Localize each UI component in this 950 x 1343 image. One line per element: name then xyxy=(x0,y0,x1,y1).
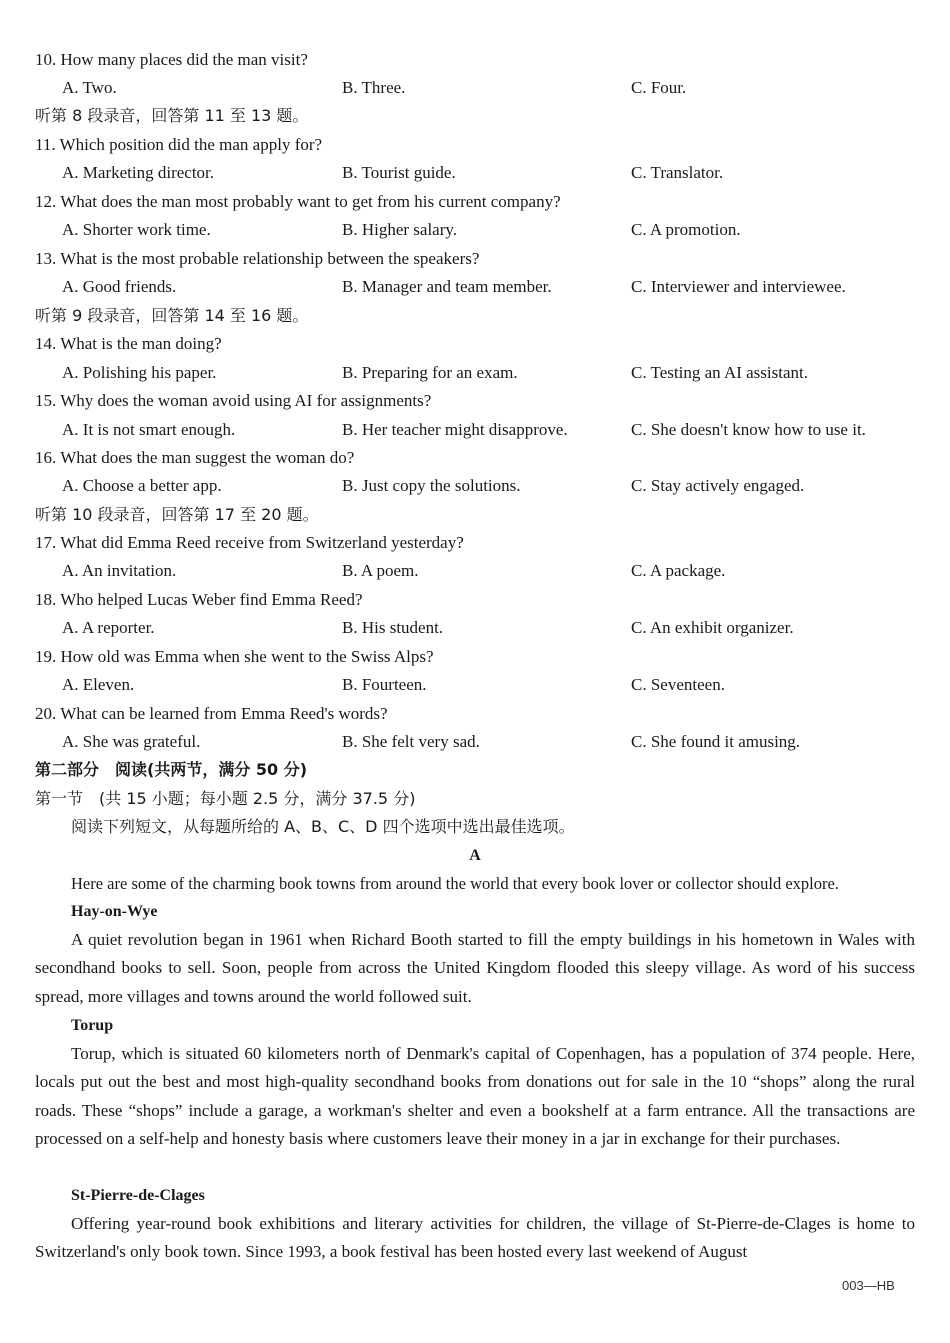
q18-option-c[interactable]: C. An exhibit organizer. xyxy=(631,618,794,637)
question-16-stem: 16. What does the man suggest the woman do? xyxy=(35,448,355,467)
question-14-options xyxy=(62,359,932,387)
question-19-options xyxy=(62,671,932,699)
q17-option-a[interactable]: A. An invitation. xyxy=(62,561,177,580)
section-8-instruction: 听第 8 段录音，回答第 11 至 13 题。 xyxy=(35,106,309,125)
q20-option-c[interactable]: C. She found it amusing. xyxy=(631,732,801,751)
q19-option-b[interactable]: B. Fourteen. xyxy=(342,675,427,694)
question-20-stem: 20. What can be learned from Emma Reed's words? xyxy=(35,704,388,723)
subheading-hay-on-wye: Hay-on-Wye xyxy=(71,903,158,920)
q17-option-b[interactable]: B. A poem. xyxy=(342,561,419,580)
q16-option-c[interactable]: C. Stay actively engaged. xyxy=(631,476,805,495)
page-code: 003—HB xyxy=(842,1278,895,1293)
question-15-options xyxy=(62,416,932,444)
q14-option-b[interactable]: B. Preparing for an exam. xyxy=(342,363,518,382)
subheading-torup: Torup xyxy=(71,1017,114,1034)
section-one-heading: 第一节 (共 15 小题；每小题 2.5 分，满分 37.5 分) xyxy=(35,789,416,808)
q20-option-a[interactable]: A. She was grateful. xyxy=(62,732,201,751)
paragraph-st-pierre-de-clages: Offering year-round book exhibitions and literary activities for children, the village of St-Pierre-de-Clages is home to Switzerland's only book town. Since 1993, a book festival has been hosted every last weekend of August xyxy=(35,1214,915,1262)
question-12-stem: 12. What does the man most probably want to get from his current company? xyxy=(35,192,561,211)
q13-option-a[interactable]: A. Good friends. xyxy=(62,277,177,296)
q18-option-a[interactable]: A. A reporter. xyxy=(62,618,155,637)
question-19-stem: 19. How old was Emma when she went to the Swiss Alps? xyxy=(35,647,434,666)
question-17-options xyxy=(62,557,932,585)
q17-option-c[interactable]: C. A package. xyxy=(631,561,726,580)
q12-option-c[interactable]: C. A promotion. xyxy=(631,220,741,239)
paragraph-hay-on-wye: A quiet revolution began in 1961 when Richard Booth started to fill the empty buildings in his hometown in Wales with secondhand books to sell. Soon, people from across the United Kingdom flooded this sleepy village. As word of his success spread, more villages and towns around the world followed suit. xyxy=(35,930,915,1006)
q12-option-b[interactable]: B. Higher salary. xyxy=(342,220,458,239)
question-17-stem: 17. What did Emma Reed receive from Switzerland yesterday? xyxy=(35,533,464,552)
q13-option-c[interactable]: C. Interviewer and interviewee. xyxy=(631,277,846,296)
question-18-stem: 18. Who helped Lucas Weber find Emma Reed? xyxy=(35,590,363,609)
question-13-stem: 13. What is the most probable relationship between the speakers? xyxy=(35,249,480,268)
q10-option-c[interactable]: C. Four. xyxy=(631,78,687,97)
q11-option-c[interactable]: C. Translator. xyxy=(631,163,724,182)
q19-option-c[interactable]: C. Seventeen. xyxy=(631,675,725,694)
question-18-options xyxy=(62,614,932,642)
q16-option-a[interactable]: A. Choose a better app. xyxy=(62,476,222,495)
paragraph-torup: Torup, which is situated 60 kilometers north of Denmark's capital of Copenhagen, has a population of 374 people. Here, locals put out the best and most high-quality secondhand books from donations out for sale in the 10 “shops” along the rural roads. These “shops” include a garage, a workman's shelter and even a bookshelf at a farm entrance. All the transactions are processed on a self-help and honesty basis where customers leave their money in a jar in exchange for their purchases. xyxy=(35,1044,915,1149)
question-13-options xyxy=(62,273,932,301)
question-15-stem: 15. Why does the woman avoid using AI for assignments? xyxy=(35,391,432,410)
question-16-options xyxy=(62,472,932,500)
q16-option-b[interactable]: B. Just copy the solutions. xyxy=(342,476,521,495)
q14-option-a[interactable]: A. Polishing his paper. xyxy=(62,363,217,382)
question-10-stem: 10. How many places did the man visit? xyxy=(35,50,308,69)
q15-option-a[interactable]: A. It is not smart enough. xyxy=(62,420,236,439)
passage-letter: A xyxy=(469,847,481,864)
subheading-st-pierre-de-clages: St-Pierre-de-Clages xyxy=(71,1187,205,1204)
passage-intro: Here are some of the charming book towns from around the world that every book lover or collector should explore. xyxy=(71,874,839,893)
q13-option-b[interactable]: B. Manager and team member. xyxy=(342,277,552,296)
q10-option-b[interactable]: B. Three. xyxy=(342,78,406,97)
section-9-instruction: 听第 9 段录音，回答第 14 至 16 题。 xyxy=(35,306,309,325)
q18-option-b[interactable]: B. His student. xyxy=(342,618,444,637)
q14-option-c[interactable]: C. Testing an AI assistant. xyxy=(631,363,808,382)
q12-option-a[interactable]: A. Shorter work time. xyxy=(62,220,211,239)
question-11-options xyxy=(62,159,932,187)
reading-instruction: 阅读下列短文，从每题所给的 A、B、C、D 四个选项中选出最佳选项。 xyxy=(71,817,575,836)
q19-option-a[interactable]: A. Eleven. xyxy=(62,675,135,694)
question-14-stem: 14. What is the man doing? xyxy=(35,334,222,353)
section-10-instruction: 听第 10 段录音，回答第 17 至 20 题。 xyxy=(35,505,319,524)
question-12-options xyxy=(62,216,932,244)
q15-option-b[interactable]: B. Her teacher might disapprove. xyxy=(342,420,568,439)
q10-option-a[interactable]: A. Two. xyxy=(62,78,117,97)
q11-option-b[interactable]: B. Tourist guide. xyxy=(342,163,456,182)
question-10-options xyxy=(62,74,932,102)
question-11-stem: 11. Which position did the man apply for? xyxy=(35,135,323,154)
q15-option-c[interactable]: C. She doesn't know how to use it. xyxy=(631,420,866,439)
q11-option-a[interactable]: A. Marketing director. xyxy=(62,163,215,182)
q20-option-b[interactable]: B. She felt very sad. xyxy=(342,732,480,751)
question-20-options xyxy=(62,728,932,756)
part-two-heading: 第二部分 阅读(共两节，满分 50 分) xyxy=(35,760,308,779)
